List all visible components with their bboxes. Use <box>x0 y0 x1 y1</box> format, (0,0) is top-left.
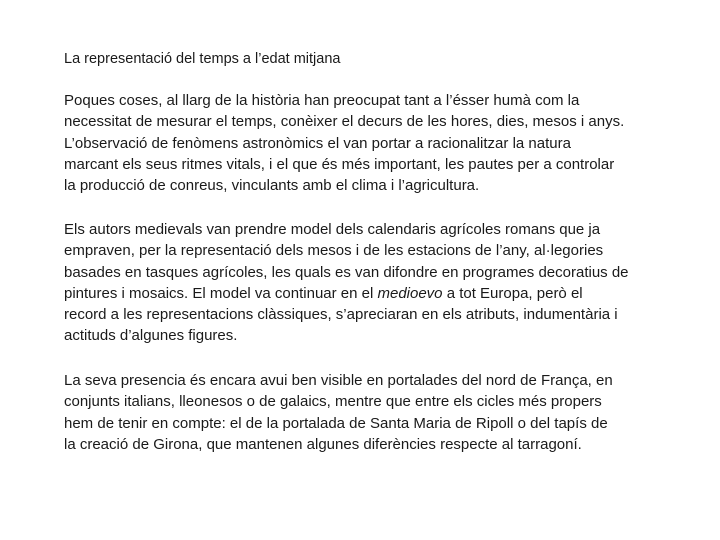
paragraph-line: marcant els seus ritmes vitals, i el que és més important, les pautes per a controlar <box>64 155 615 173</box>
paragraph-line: hem de tenir en compte: el de la portalada de Santa Maria de Ripoll o del tapís de <box>64 414 608 432</box>
paragraph-2 <box>64 219 629 347</box>
line-text-before: pintures i mosaics. El model va continuar en el <box>64 284 378 302</box>
paragraph-1 <box>64 90 624 196</box>
paragraph-line: La seva presencia és encara avui ben visible en portalades del nord de França, en <box>64 372 613 389</box>
paragraph-line-with-italic <box>64 283 629 304</box>
line-text-after: a tot Europa, però el <box>442 284 583 302</box>
paragraph-line: record a les representacions clàssiques, s’apreciaran en els atributs, indumentària i <box>64 306 618 324</box>
document-title: La representació del temps a l’edat mitjana <box>64 51 341 67</box>
paragraph-line: la creació de Girona, que mantenen algunes diferències respecte al tarragoní. <box>64 435 582 453</box>
paragraph-line: L’observació de fenòmens astronòmics el van portar a racionalitzar la natura <box>64 134 571 152</box>
paragraph-line: necessitat de mesurar el temps, conèixer el decurs de les hores, dies, mesos i anys. <box>64 113 625 131</box>
paragraph-line: basades en tasques agrícoles, les quals es van difondre en programes decoratius de <box>64 263 629 281</box>
paragraph-line: actituds d’algunes figures. <box>64 327 238 345</box>
paragraph-3 <box>64 370 613 455</box>
paragraph-line: la producció de conreus, vinculants amb el clima i l’agricultura. <box>64 177 480 195</box>
document-page <box>64 0 694 540</box>
paragraph-line: Els autors medievals van prendre model dels calendaris agrícoles romans que ja <box>64 221 601 238</box>
paragraph-line: conjunts italians, lleonesos o de galaics, mentre que entre els cicles més propers <box>64 393 602 411</box>
italic-term: medioevo <box>377 284 443 302</box>
paragraph-line: Poques coses, al llarg de la història han preocupat tant a l’ésser humà com la <box>64 92 580 109</box>
paragraph-line: empraven, per la representació dels mesos i de les estacions de l’any, al·legories <box>64 242 604 260</box>
